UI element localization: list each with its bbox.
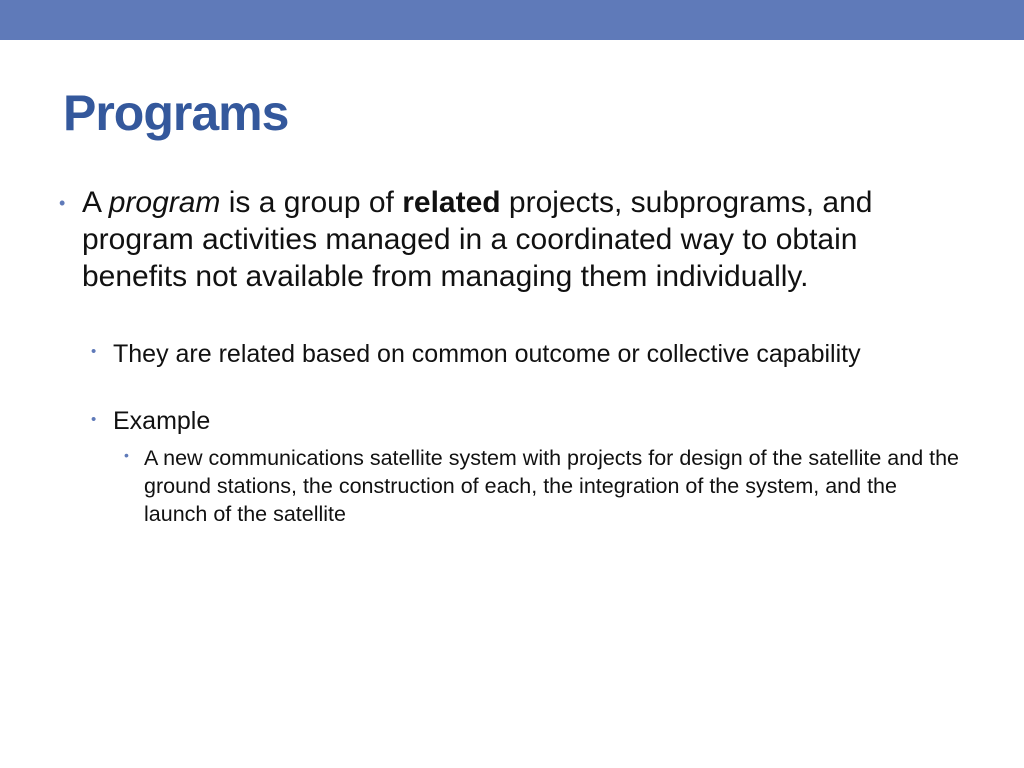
bullet-marker: • xyxy=(91,411,97,428)
top-accent-bar xyxy=(0,0,1024,40)
bullet-marker: • xyxy=(91,343,97,360)
bullet-level2-related: They are related based on common outcome or collective capability xyxy=(113,340,861,368)
text-run: projects, subprograms, and program activities managed in a coordinated way to obtain benefits not available from managing them individually. xyxy=(82,186,873,293)
slide-title: Programs xyxy=(63,85,289,141)
bullet-level1 xyxy=(82,184,962,295)
bullet-level3-example-text: A new communications satellite system with projects for design of the satellite and the ground stations, the construction of each, the integration of the system, and the launch of the satellite xyxy=(144,446,960,526)
italic-term: program xyxy=(108,186,221,219)
text-run: A xyxy=(82,186,109,219)
bullet-level2-example: Example xyxy=(113,407,211,435)
text-run: is a group of xyxy=(220,186,403,219)
bullet-marker: • xyxy=(59,193,66,213)
bullet-marker: • xyxy=(124,447,129,463)
bold-term: related xyxy=(402,186,501,219)
